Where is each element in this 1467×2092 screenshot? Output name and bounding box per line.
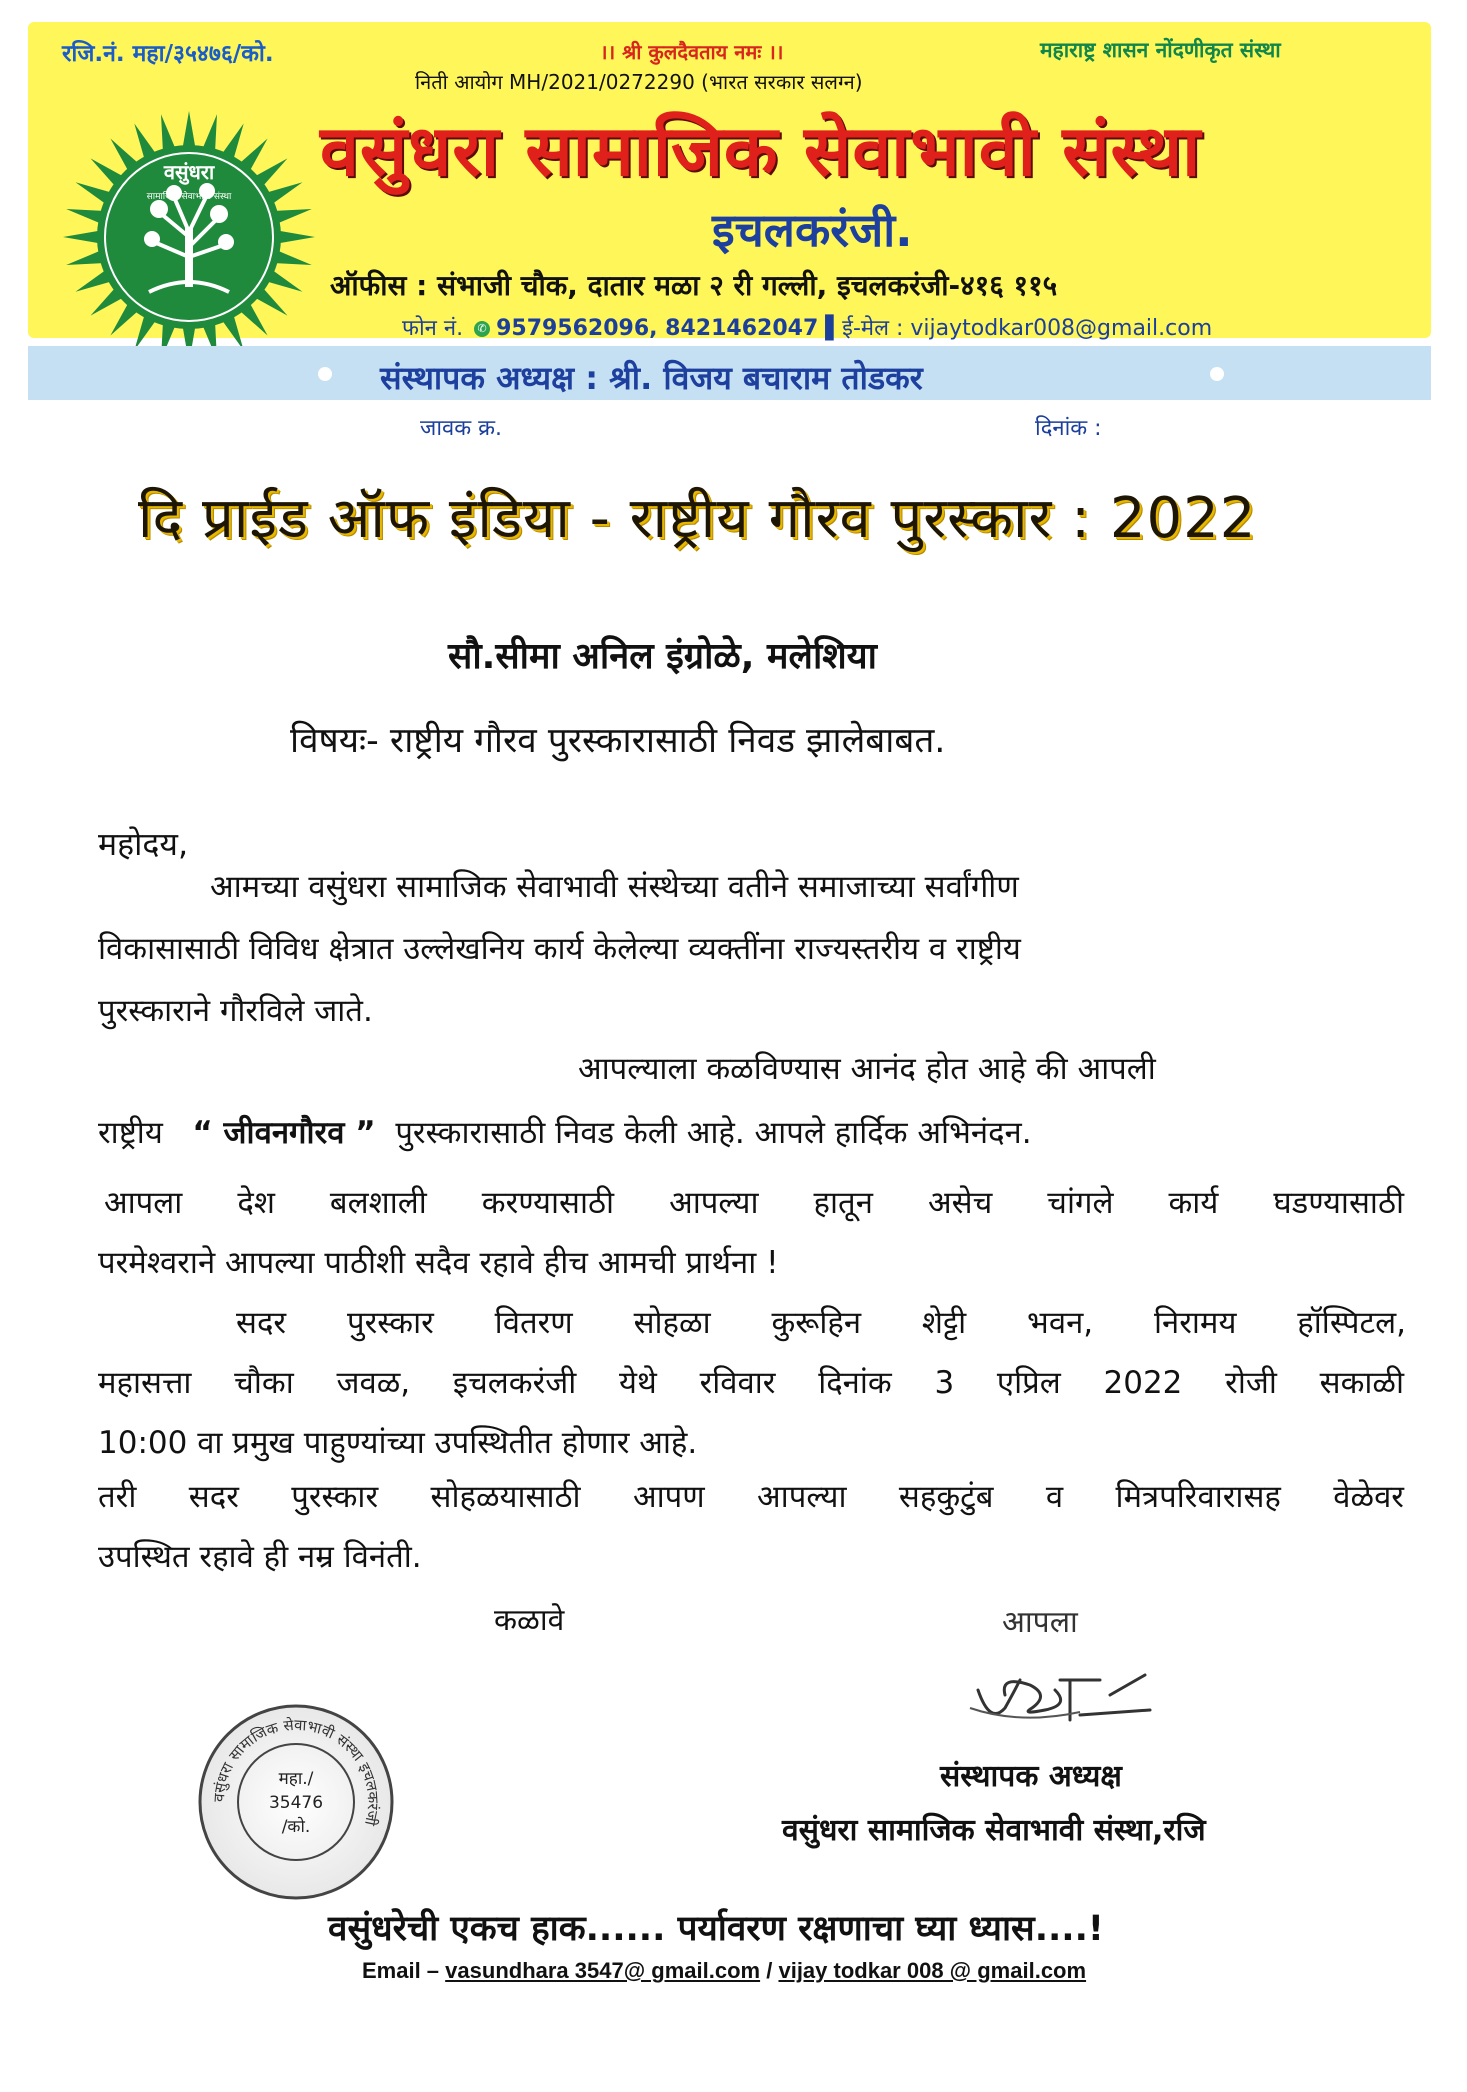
date-label: दिनांक : [1035,416,1102,441]
closing-right: आपला [1002,1605,1078,1640]
footer-emails [362,1958,1086,1984]
body-line: विकासासाठी विविध क्षेत्रात उल्लेखनिय कार्य केलेल्या व्यक्तींना राज्यस्तरीय व राष्ट्रीय [98,931,1021,967]
body-line: आमच्या वसुंधरा सामाजिक सेवाभावी संस्थेच्या वतीने समाजाच्या सर्वांगीण [210,869,1019,905]
logo-ray [66,209,103,223]
award-title: दि प्राईड ऑफ इंडिया - राष्ट्रीय गौरव पुरस्कार : 2022 [138,486,1257,551]
invocation-text: ।। श्री कुलदैवताय नमः ।। [600,40,784,64]
logo-ray [203,114,217,151]
stamp-line: /को. [281,1817,311,1837]
logo-ray [279,231,315,244]
body-line: परमेश्वराने आपल्या पाठीशी सदैव रहावे हीच आमची प्रार्थना ! [98,1245,779,1281]
body-text: राष्ट्रीय [98,1115,163,1151]
logo-ray [275,251,312,265]
body-line: 10:00 वा प्रमुख पाहुण्यांच्या उपस्थितीत होणार आहे. [98,1425,698,1461]
phone-numbers: 9579562096, 8421462047 [496,316,819,341]
logo-subtext: सामाजिक सेवाभावी संस्था [146,192,232,202]
bullet-left-icon [318,367,332,381]
outward-number-label: जावक क्र. [420,416,503,441]
stamp-ring-text: वसुंधरा सामाजिक सेवाभावी संस्था इचलकरंजी [209,1715,383,1828]
body-text: आपला देश बलशाली करण्यासाठी आपल्या हातून असेच चांगले कार्य घडण्यासाठी [104,1185,1404,1221]
contact-line [402,312,1212,342]
logo-ray [161,114,175,151]
logo-text: वसुंधरा [163,160,215,184]
bullet-right-icon [1210,367,1224,381]
city-name: इचलकरंजी. [712,203,913,257]
body-line-award [98,1115,1032,1151]
body-line [98,1365,1404,1401]
email-label: ई-मेल : [842,316,904,341]
registration-number: रजि.नं. महा/३५४७६/को. [62,41,274,67]
body-text: तरी सदर पुरस्कार सोहळयासाठी आपण आपल्या सहकुटुंब व मित्रपरिवारासह वेळेवर [98,1479,1404,1515]
subject-line: विषयः- राष्ट्रीय गौरव पुरस्कारासाठी निवड झालेबाबत. [290,721,946,761]
founder-president: संस्थापक अध्यक्ष : श्री. विजय बचाराम तोडकर [380,359,923,397]
phone-label: फोन नं. [402,316,464,341]
organization-name: वसुंधरा सामाजिक सेवाभावी संस्था [320,110,1202,192]
whatsapp-icon: ✆ [474,321,490,337]
body-text: पुरस्कारासाठी निवड केली आहे. आपले हार्दिक अभिनंदन. [395,1115,1032,1151]
organization-logo-icon [60,108,318,366]
logo-ray [66,251,103,265]
body-line: पुरस्काराने गौरविले जाते. [98,993,373,1029]
salutation: महोदय, [98,825,189,863]
logo-ray [275,209,312,223]
government-registration: महाराष्ट्र शासन नोंदणीकृत संस्था [1040,38,1281,62]
footer-slogan: वसुंधरेची एकच हाक...... पर्यावरण रक्षणाचा घ्या ध्यास....! [328,1909,1104,1949]
award-name: “ जीवनगौरव ” [192,1115,376,1151]
body-text: महासत्ता चौका जवळ, इचलकरंजी येथे रविवार दिनांक 3 एप्रिल 2022 रोजी सकाळी [98,1365,1404,1401]
office-address: ऑफीस : संभाजी चौक, दातार मळा २ री गल्ली, इचलकरंजी-४१६ ११५ [330,269,1058,302]
niti-aayog-number: निती आयोग MH/2021/0272290 (भारत सरकार सलग्न) [415,70,863,94]
logo-ray [63,231,99,244]
signature-icon [960,1650,1160,1740]
stamp-number: 35476 [268,1793,324,1813]
separator: ▌ [825,316,843,341]
body-line [236,1305,1406,1341]
footer-separator: / [766,1958,773,1983]
official-stamp-icon [196,1702,396,1902]
body-line: आपल्याला कळविण्यास आनंद होत आहे की आपली [578,1051,1156,1087]
recipient-name: सौ.सीमा अनिल इंग्रोळे, मलेशिया [448,636,877,677]
logo-ray [183,111,196,147]
stamp-line: महा./ [278,1769,314,1789]
footer-email-link[interactable]: vasundhara 3547@ gmail.com [445,1958,761,1983]
footer-email-label: Email – [362,1958,440,1983]
signatory-organization: वसुंधरा सामाजिक सेवाभावी संस्था,रजि [782,1813,1206,1848]
body-line [104,1185,1404,1221]
signatory-title: संस्थापक अध्यक्ष [940,1759,1122,1794]
body-line [98,1479,1404,1515]
body-line: उपस्थित रहावे ही नम्र विनंती. [98,1539,422,1575]
closing-left: कळावे [494,1603,565,1638]
footer-email-link[interactable]: vijay todkar 008 @ gmail.com [778,1958,1087,1983]
header-email: vijaytodkar008@gmail.com [910,316,1213,341]
body-text: सदर पुरस्कार वितरण सोहळा कुरूहिन शेट्टी भवन, निरामय हॉस्पिटल, [236,1305,1406,1341]
